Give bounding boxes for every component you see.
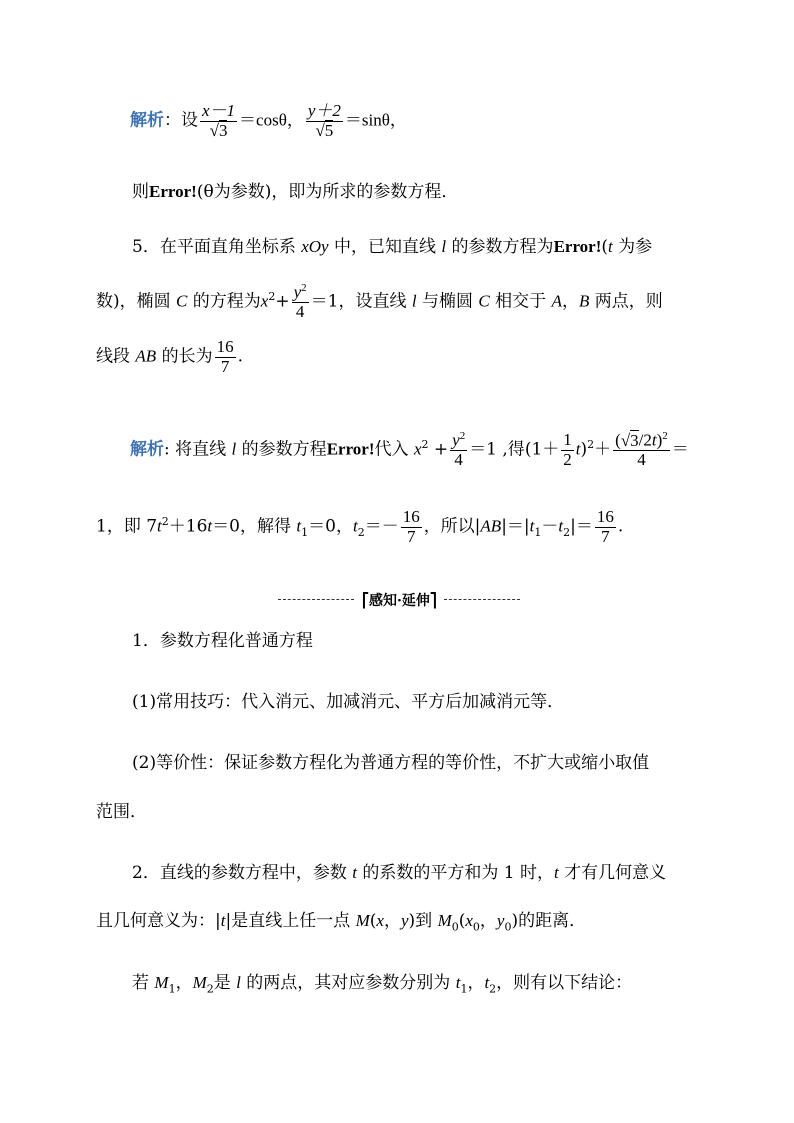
fraction: $\frac{1}{2}$	[563, 429, 572, 469]
fraction: y＋2 √ 5	[306, 102, 343, 140]
note-1-title: 1．参数方程化普通方程	[132, 631, 313, 651]
note-2-line-1: 2．直线的参数方程中，参数 t 的系数的平方和为 1 时，t 才有几何意义	[132, 863, 667, 883]
fraction: $\frac{(√ 3/2t)^2}{4}$	[613, 430, 670, 470]
note-1b-line-1: (2)等价性：保证参数方程化为普通方程的等价性，不扩大或缩小取值	[132, 753, 650, 773]
fraction: $\frac{16}{7}$	[402, 507, 420, 546]
solution-label: 解析	[130, 110, 164, 131]
solution-5-line-2: 1，即 $7t^2+16t=0$，解得 $t_1=0$，$t_2=-$ $\frac{16}{7}$ ，所以$|AB|=|t_1-t_2|=$ $\frac{16}{7}$ .	[96, 507, 624, 546]
note-3-line: 若 $M_1$，$M_2$是 l 的两点，其对应参数分别为 $t_1$，$t_2$，则有以下结论：	[132, 973, 633, 996]
fraction: $\frac{16}{7}$	[216, 337, 234, 376]
note-1a: (1)常用技巧：代入消元、加减消元、平方后加减消元等．	[132, 692, 565, 712]
question-5-line-2: 数)，椭圆 C 的方程为$x^2+$ $\frac{y^2}{4}$ ＝1，设直线 l 与椭圆 C 相交于 A，B 两点，则	[96, 282, 663, 322]
fraction: $\frac{y^2}{4}$	[452, 430, 466, 470]
solution-label: 解析	[130, 439, 164, 460]
section-divider	[278, 590, 520, 610]
question-5-line-1: 5．在平面直角坐标系 xOy 中，已知直线 l 的参数方程为Error!(t 为参	[132, 237, 653, 257]
divider-dash-left	[278, 599, 354, 600]
param-equation-line: 则Error!(θ为参数)，即为所求的参数方程．	[132, 182, 459, 202]
section-divider-label: ⎡ 感知·延伸 ⎤	[356, 590, 443, 610]
note-1b-line-2: 范围．	[96, 802, 147, 822]
solution-5-line-1: 解析: 将直线 l 的参数方程Error!代入 $x^2$ + $\frac{y^2}{4}$ ＝1 ,得(1＋ $\frac{1}{2}$ t)$^2$＋ $\frac{(√ 3/2t)^2}{4}$ ＝	[130, 430, 689, 470]
solution-line-1: 解析：设 x－1 √ 3 ＝cosθ， y＋2 √ 5 ＝sinθ，	[130, 102, 407, 140]
note-2-line-2: 且几何意义为：|t|是直线上任一点 M(x，y)到 $M_0(x_0$，$y_0$)的距离．	[96, 911, 587, 934]
fraction: x－1 √ 3	[200, 102, 237, 140]
question-5-line-3: 线段 AB 的长为 $\frac{16}{7}$ .	[96, 337, 243, 376]
fraction: $\frac{16}{7}$	[596, 507, 614, 546]
divider-dash-right	[444, 599, 520, 600]
fraction: $\frac{y^2}{4}$	[293, 282, 307, 322]
